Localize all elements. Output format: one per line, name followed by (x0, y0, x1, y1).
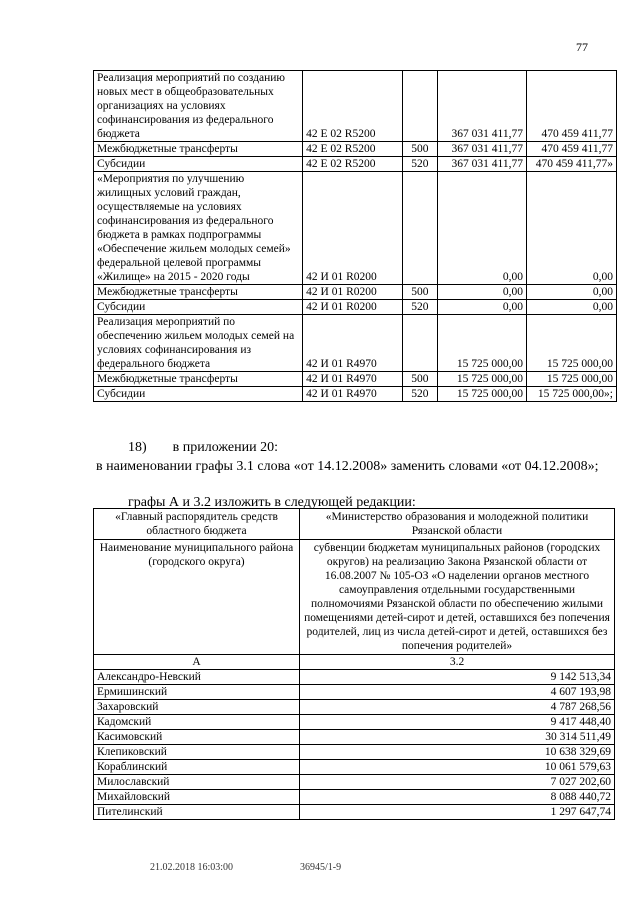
row-code: 42 И 01 R0200 (303, 172, 403, 285)
column-a-label: А (94, 655, 300, 670)
row-amount-2020: 0,00 (526, 172, 616, 285)
region-name: Кораблинский (94, 760, 300, 775)
region-row (94, 745, 615, 760)
budget-allocation-table (93, 70, 617, 402)
header-row-admin (94, 509, 615, 540)
region-amount: 10 061 579,63 (300, 760, 615, 775)
budget-row (94, 172, 617, 285)
row-amount-2020: 15 725 000,00 (526, 315, 616, 372)
row-code: 42 И 01 R4970 (303, 315, 403, 372)
region-name: Захаровский (94, 700, 300, 715)
row-amount-2019: 0,00 (437, 285, 526, 300)
item-number: 18) (128, 440, 147, 455)
row-expense-type: 500 (402, 142, 437, 157)
footer-doc-number: 36945/1-9 (300, 862, 342, 873)
row-code: 42 Е 02 R5200 (303, 71, 403, 142)
region-row (94, 700, 615, 715)
row-code: 42 И 01 R4970 (303, 387, 403, 402)
region-row (94, 685, 615, 700)
budget-row (94, 387, 617, 402)
row-name: Межбюджетные трансферты (94, 372, 303, 387)
budget-row (94, 157, 617, 172)
row-name: Субсидии (94, 157, 303, 172)
row-amount-2019: 0,00 (437, 172, 526, 285)
row-name: Субсидии (94, 387, 303, 402)
row-amount-2019: 15 725 000,00 (437, 315, 526, 372)
column-label-row (94, 655, 615, 670)
header-a-top: «Главный распорядитель средств областного бюджета (94, 509, 300, 540)
region-name: Пителинский (94, 805, 300, 820)
region-row (94, 760, 615, 775)
region-amount: 7 027 202,60 (300, 775, 615, 790)
region-amount: 4 607 193,98 (300, 685, 615, 700)
region-amount: 9 142 513,34 (300, 670, 615, 685)
region-name: Клепиковский (94, 745, 300, 760)
row-amount-2019: 0,00 (437, 300, 526, 315)
row-code: 42 Е 02 R5200 (303, 142, 403, 157)
column-32-label: 3.2 (300, 655, 615, 670)
row-name: Реализация мероприятий по обеспечению жильем молодых семей на условиях софинансирования из федерального бюджета (94, 315, 303, 372)
footer-datetime: 21.02.2018 16:03:00 (150, 862, 234, 873)
row-code: 42 И 01 R0200 (303, 300, 403, 315)
budget-row (94, 300, 617, 315)
region-amount: 9 417 448,40 (300, 715, 615, 730)
row-amount-2020: 0,00 (526, 285, 616, 300)
header-32-top: «Министерство образования и молодежной политики Рязанской области (300, 509, 615, 540)
row-expense-type (402, 71, 437, 142)
region-name: Михайловский (94, 790, 300, 805)
row-expense-type (402, 315, 437, 372)
row-amount-2020: 15 725 000,00»; (526, 387, 616, 402)
row-amount-2019: 367 031 411,77 (437, 157, 526, 172)
rename-instruction: в наименовании графы 3.1 слова «от 14.12.2008» заменить словами «от 04.12.2008»; (96, 459, 599, 474)
region-row (94, 775, 615, 790)
row-expense-type: 520 (402, 157, 437, 172)
row-amount-2020: 470 459 411,77 (526, 142, 616, 157)
row-expense-type (402, 172, 437, 285)
row-amount-2020: 470 459 411,77 (526, 71, 616, 142)
amendment-item-18 (128, 439, 278, 457)
row-expense-type: 500 (402, 285, 437, 300)
header-a-bottom: Наименование муниципального района (городского округа) (94, 540, 300, 655)
row-expense-type: 500 (402, 372, 437, 387)
row-code: 42 Е 02 R5200 (303, 157, 403, 172)
row-amount-2019: 15 725 000,00 (437, 387, 526, 402)
budget-row (94, 315, 617, 372)
header-row-description (94, 540, 615, 655)
row-expense-type: 520 (402, 387, 437, 402)
region-row (94, 790, 615, 805)
region-amount: 4 787 268,56 (300, 700, 615, 715)
row-amount-2020: 470 459 411,77» (526, 157, 616, 172)
budget-row (94, 372, 617, 387)
region-row (94, 715, 615, 730)
row-amount-2020: 0,00 (526, 300, 616, 315)
row-code: 42 И 01 R0200 (303, 285, 403, 300)
budget-row (94, 285, 617, 300)
region-amount: 10 638 329,69 (300, 745, 615, 760)
row-amount-2019: 367 031 411,77 (437, 71, 526, 142)
region-name: Кадомский (94, 715, 300, 730)
region-amount: 8 088 440,72 (300, 790, 615, 805)
row-amount-2019: 367 031 411,77 (437, 142, 526, 157)
row-name: Межбюджетные трансферты (94, 285, 303, 300)
region-amount: 30 314 511,49 (300, 730, 615, 745)
row-name: «Мероприятия по улучшению жилищных условий граждан, осуществляемые на условиях софинансирования из федерального бюджета в рамках подпрограммы «Обеспечение жильем молодых семей» федеральной целевой программы «Жилище» на 2015 - 2020 годы (94, 172, 303, 285)
row-amount-2020: 15 725 000,00 (526, 372, 616, 387)
budget-row (94, 71, 617, 142)
region-row (94, 670, 615, 685)
row-name: Межбюджетные трансферты (94, 142, 303, 157)
page-number: 77 (576, 40, 588, 54)
region-name: Александро-Невский (94, 670, 300, 685)
row-name: Субсидии (94, 300, 303, 315)
region-amount: 1 297 647,74 (300, 805, 615, 820)
row-name: Реализация мероприятий по созданию новых мест в общеобразовательных организациях на условиях софинансирования из федерального бюджета (94, 71, 303, 142)
item-text: в приложении 20: (172, 440, 278, 455)
row-expense-type: 520 (402, 300, 437, 315)
row-code: 42 И 01 R4970 (303, 372, 403, 387)
region-name: Милославский (94, 775, 300, 790)
region-name: Касимовский (94, 730, 300, 745)
region-subvention-table (93, 508, 615, 820)
region-name: Ермишинский (94, 685, 300, 700)
region-row (94, 730, 615, 745)
row-amount-2019: 15 725 000,00 (437, 372, 526, 387)
budget-row (94, 142, 617, 157)
header-32-bottom: субвенции бюджетам муниципальных районов (городских округов) на реализацию Закона Рязанской области от 16.08.2007 № 105-ОЗ «О наделении органов местного самоуправления отдельными государственными полномочиями Рязанской области по обеспечению жилыми помещениями детей-сирот и детей, оставшихся без попечения родителей, лиц из числа детей-сирот и детей, оставшихся без попечения родителей» (300, 540, 615, 655)
columns-instruction: графы А и 3.2 изложить в следующей редакции: (128, 495, 416, 510)
region-row (94, 805, 615, 820)
